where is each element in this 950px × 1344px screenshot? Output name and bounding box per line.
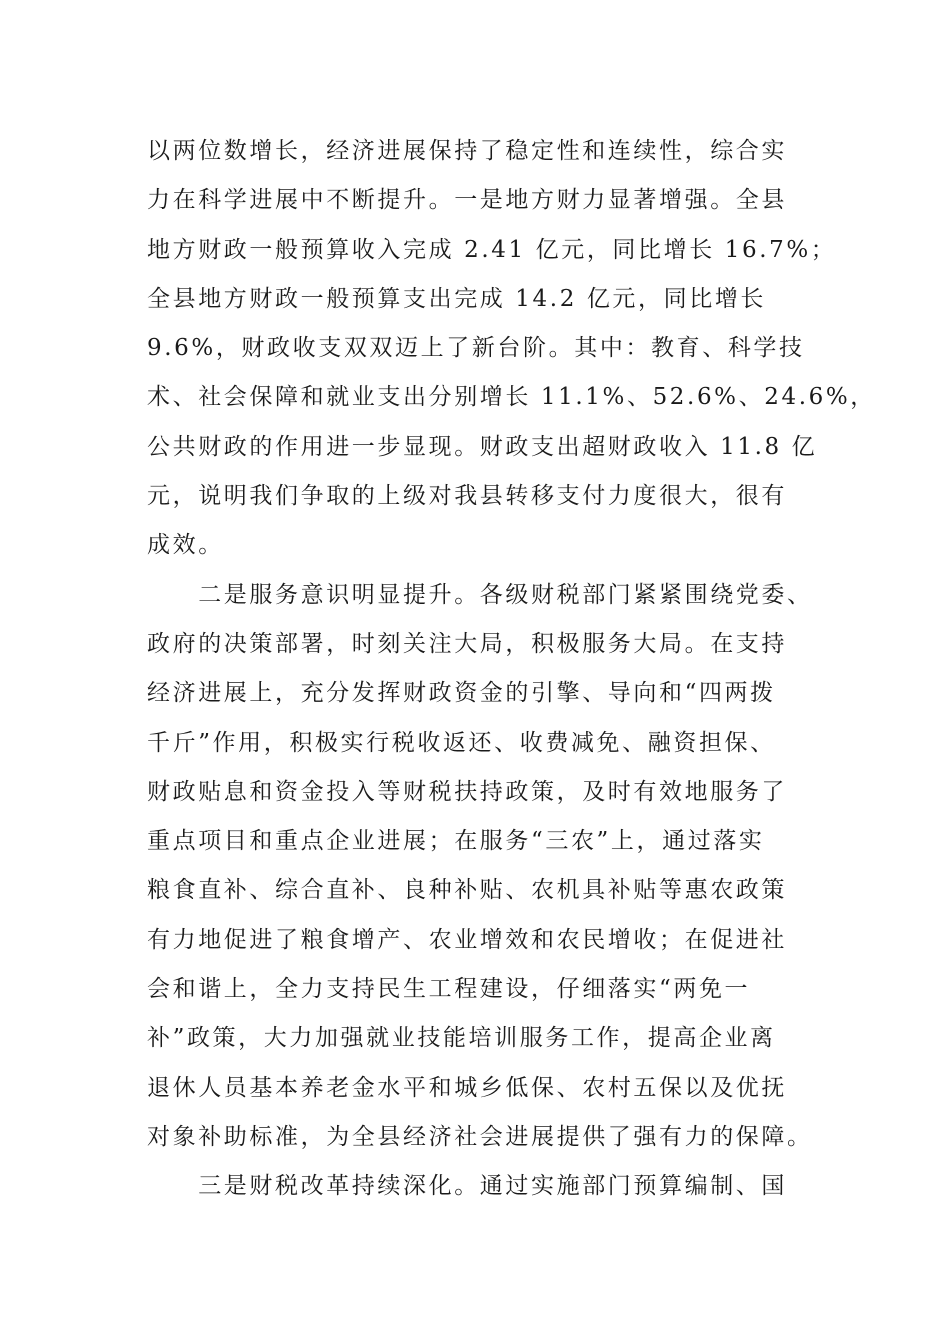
- text-line: 会和谐上，全力支持民生工程建设，仔细落实“两免一: [147, 976, 751, 1003]
- text-line: 全县地方财政一般预算支出完成 14.2 亿元，同比增长: [147, 285, 767, 312]
- text-line: 退休人员基本养老金水平和城乡低保、农村五保以及优抚: [147, 1074, 787, 1101]
- text-line: 地方财政一般预算收入完成 2.41 亿元，同比增长 16.7%；: [147, 236, 837, 263]
- text-line: 千斤”作用，积极实行税收返还、收费减免、融资担保、: [147, 729, 776, 756]
- text-line: 有力地促进了粮食增产、农业增效和农民增收；在促进社: [147, 926, 787, 953]
- text-line: 重点项目和重点企业进展；在服务“三农”上，通过落实: [147, 828, 765, 855]
- text-line: 政府的决策部署，时刻关注大局，积极服务大局。在支持: [147, 630, 787, 657]
- text-line: 粮食直补、综合直补、良种补贴、农机具补贴等惠农政策: [147, 877, 787, 904]
- text-line: 三是财税改革持续深化。通过实施部门预算编制、国: [147, 1173, 787, 1200]
- text-line: 力在科学进展中不断提升。一是地方财力显著增强。全县: [147, 187, 787, 214]
- text-line: 公共财政的作用进一步显现。财政支出超财政收入 11.8 亿: [147, 433, 818, 460]
- text-line: 术、社会保障和就业支出分别增长 11.1%、52.6%、24.6%，: [147, 384, 876, 411]
- text-line: 以两位数增长，经济进展保持了稳定性和连续性，综合实: [147, 138, 787, 164]
- text-line: 二是服务意识明显提升。各级财税部门紧紧围绕党委、: [147, 581, 813, 608]
- text-line: 补”政策，大力加强就业技能培训服务工作，提高企业离: [147, 1025, 776, 1052]
- text-line: 元，说明我们争取的上级对我县转移支付力度很大，很有: [147, 483, 787, 510]
- text-line: 成效。: [147, 532, 224, 559]
- text-line: 9.6%，财政收支双双迈上了新台阶。其中：教育、科学技: [147, 335, 805, 362]
- text-line: 经济进展上，充分发挥财政资金的引擎、导向和“四两拨: [147, 680, 776, 707]
- body-text: [147, 127, 876, 1212]
- text-line: 财政贴息和资金投入等财税扶持政策，及时有效地服务了: [147, 778, 787, 805]
- text-line: 对象补助标准，为全县经济社会进展提供了强有力的保障。: [147, 1123, 813, 1150]
